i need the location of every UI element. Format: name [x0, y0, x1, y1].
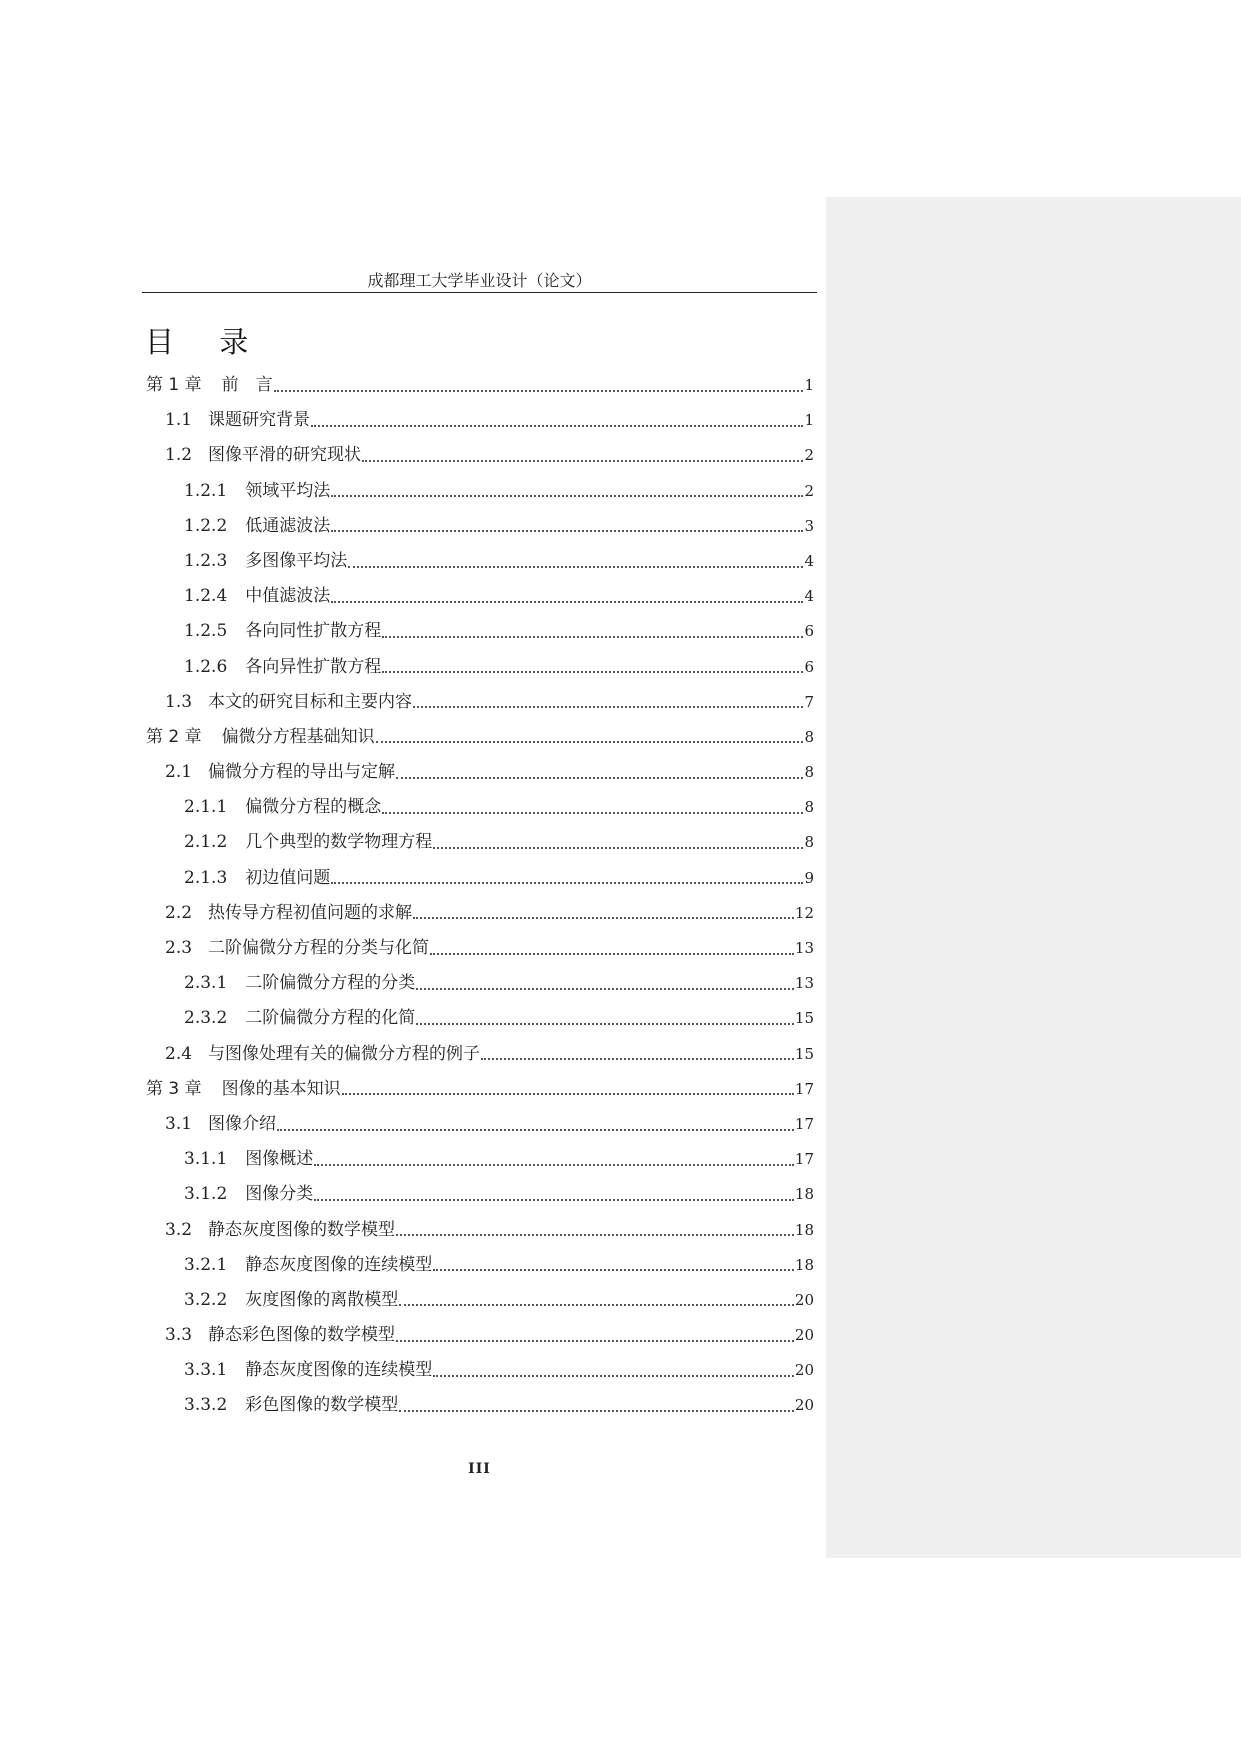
toc-entry-page: 4 [804, 551, 814, 570]
toc-entry-number: 3.3.1 [184, 1360, 228, 1381]
toc-entry-title: 二阶偏微分方程的化简 [245, 1008, 416, 1029]
page-header [142, 266, 817, 293]
toc-entry[interactable] [146, 1213, 814, 1248]
toc-entry-title: 与图像处理有关的偏微分方程的例子 [208, 1043, 481, 1064]
toc-entry[interactable] [146, 720, 814, 755]
toc-dot-leader [277, 1129, 794, 1131]
toc-entry-title: 低通滤波法 [245, 515, 331, 536]
toc-entry-page: 8 [804, 727, 814, 746]
toc-title: 目 录 [145, 325, 267, 359]
toc-dot-leader [376, 741, 804, 743]
toc-entry-number: 2.1.1 [184, 797, 228, 818]
toc-dot-leader [311, 425, 803, 427]
toc-dot-leader [433, 1269, 794, 1271]
header-title: 成都理工大学毕业设计（论文） [367, 271, 592, 290]
toc-entry-page: 1 [804, 376, 814, 394]
toc-entry[interactable] [146, 1001, 814, 1036]
toc-dot-leader [342, 1093, 794, 1095]
toc-entry[interactable] [146, 1388, 814, 1423]
toc-entry[interactable] [146, 1353, 814, 1388]
toc-dot-leader [362, 460, 803, 462]
toc-dot-leader [396, 1234, 794, 1236]
toc-entry-page: 6 [804, 657, 814, 676]
toc-entry[interactable] [146, 1318, 814, 1353]
toc-entry-number: 3.2.1 [184, 1254, 228, 1275]
toc-dot-leader [331, 530, 803, 532]
toc-entry[interactable] [146, 896, 814, 931]
toc-entry[interactable] [146, 509, 814, 544]
toc-dot-leader [314, 1199, 794, 1201]
toc-entry[interactable] [146, 368, 814, 403]
toc-entry-page: 3 [804, 516, 814, 535]
toc-entry-number: 2.1.3 [184, 867, 228, 888]
toc-entry-page: 18 [794, 1220, 814, 1239]
toc-entry-title: 初边值问题 [245, 867, 331, 888]
toc-entry-title: 前 言 [221, 375, 273, 395]
toc-entry-number: 2.2 [165, 902, 193, 923]
toc-entry-page: 15 [794, 1009, 814, 1028]
toc-entry-number: 2.1.2 [184, 832, 228, 853]
toc-entry[interactable] [146, 1283, 814, 1318]
toc-entry-title: 二阶偏微分方程的分类 [245, 973, 416, 994]
toc-dot-leader [331, 601, 803, 603]
toc-entry[interactable] [146, 1037, 814, 1072]
toc-entry-page: 6 [804, 622, 814, 641]
toc-dot-leader [416, 1023, 794, 1025]
toc-entry-number: 3.3.2 [184, 1395, 228, 1416]
toc-dot-leader [382, 671, 803, 673]
toc-entry[interactable] [146, 755, 814, 790]
toc-entry-title: 领域平均法 [245, 480, 331, 501]
toc-entry-page: 20 [794, 1290, 814, 1309]
toc-entry-title: 图像概述 [245, 1149, 314, 1170]
toc-entry[interactable] [146, 474, 814, 509]
toc-entry-page: 8 [804, 763, 814, 782]
toc-entry-title: 静态灰度图像的数学模型 [208, 1219, 396, 1240]
toc-entry-page: 13 [794, 974, 814, 993]
toc-entry-number: 1.2.2 [184, 515, 228, 536]
toc-entry-page: 9 [804, 868, 814, 887]
toc-dot-leader [396, 1340, 794, 1342]
toc-entry-title: 偏微分方程的导出与定解 [208, 762, 396, 783]
toc-dot-leader [481, 1058, 794, 1060]
toc-entry[interactable] [146, 1177, 814, 1212]
table-of-contents [146, 368, 814, 1424]
toc-entry[interactable] [146, 685, 814, 720]
toc-entry[interactable] [146, 1248, 814, 1283]
toc-entry-title: 彩色图像的数学模型 [245, 1395, 399, 1416]
toc-entry-title: 静态彩色图像的数学模型 [208, 1325, 396, 1346]
toc-dot-leader [331, 495, 803, 497]
toc-entry-title: 中值滤波法 [245, 586, 331, 607]
toc-entry-number: 1.2.6 [184, 656, 228, 677]
toc-entry-number: 第 1 章 [146, 375, 202, 395]
toc-entry[interactable] [146, 1072, 814, 1107]
toc-entry-title: 静态灰度图像的连续模型 [245, 1360, 433, 1381]
toc-entry-number: 第 2 章 [146, 726, 202, 747]
toc-entry-title: 图像平滑的研究现状 [208, 445, 362, 466]
toc-dot-leader [274, 390, 804, 392]
toc-entry[interactable] [146, 650, 814, 685]
toc-entry-number: 1.2.4 [184, 586, 228, 607]
toc-entry-title: 本文的研究目标和主要内容 [208, 691, 413, 712]
toc-entry[interactable] [146, 825, 814, 860]
toc-entry[interactable] [146, 1142, 814, 1177]
page-number: III [468, 1461, 491, 1477]
toc-entry[interactable] [146, 790, 814, 825]
toc-entry-number: 1.3 [165, 691, 193, 712]
toc-entry[interactable] [146, 966, 814, 1001]
toc-entry-number: 1.2.1 [184, 480, 228, 501]
toc-entry-page: 8 [804, 833, 814, 852]
toc-entry-number: 1.2 [165, 445, 193, 466]
toc-entry-title: 热传导方程初值问题的求解 [208, 902, 413, 923]
toc-dot-leader [433, 1375, 794, 1377]
toc-entry-number: 2.3 [165, 938, 193, 958]
toc-entry-number: 3.2 [165, 1219, 193, 1240]
toc-entry-title: 多图像平均法 [245, 550, 348, 571]
toc-entry-title: 图像分类 [245, 1184, 314, 1205]
toc-entry-title: 灰度图像的离散模型 [245, 1289, 399, 1310]
toc-entry-number: 3.2.2 [184, 1289, 228, 1310]
toc-entry-page: 4 [804, 587, 814, 606]
toc-entry-title: 图像介绍 [208, 1113, 277, 1134]
toc-entry-number: 第 3 章 [146, 1078, 202, 1099]
toc-dot-leader [314, 1164, 794, 1166]
toc-entry-page: 17 [794, 1114, 814, 1133]
toc-entry-page: 2 [804, 446, 814, 465]
toc-dot-leader [413, 917, 794, 919]
toc-entry-page: 17 [794, 1150, 814, 1169]
toc-entry[interactable] [146, 1107, 814, 1142]
toc-entry[interactable] [146, 544, 814, 579]
toc-entry-number: 1.2.5 [184, 621, 228, 642]
toc-entry-number: 1.1 [165, 410, 193, 431]
toc-entry-number: 3.3 [165, 1325, 193, 1346]
toc-dot-leader [382, 812, 803, 814]
toc-dot-leader [430, 953, 794, 955]
toc-entry-number: 3.1 [165, 1113, 193, 1134]
toc-entry-page: 12 [794, 903, 814, 922]
toc-entry-page: 2 [804, 481, 814, 500]
toc-dot-leader [399, 1304, 794, 1306]
toc-entry-number: 1.2.3 [184, 550, 228, 571]
toc-entry-page: 17 [794, 1079, 814, 1098]
toc-dot-leader [399, 1410, 794, 1412]
toc-entry-number: 2.4 [165, 1043, 193, 1064]
toc-entry[interactable] [146, 861, 814, 896]
toc-entry-page: 13 [794, 939, 814, 957]
toc-entry[interactable] [146, 579, 814, 614]
toc-entry-page: 20 [794, 1396, 814, 1415]
toc-entry[interactable] [146, 403, 814, 438]
toc-entry-page: 18 [794, 1255, 814, 1274]
toc-entry[interactable] [146, 614, 814, 649]
toc-dot-leader [416, 988, 794, 990]
toc-dot-leader [396, 777, 803, 779]
toc-dot-leader [433, 847, 803, 849]
toc-entry-title: 各向异性扩散方程 [245, 656, 382, 677]
toc-entry-title: 各向同性扩散方程 [245, 621, 382, 642]
toc-entry-title: 偏微分方程的概念 [245, 797, 382, 818]
toc-entry-page: 8 [804, 798, 814, 817]
toc-entry-page: 20 [794, 1361, 814, 1380]
toc-entry[interactable] [146, 438, 814, 473]
toc-entry-number: 3.1.2 [184, 1184, 228, 1205]
toc-entry-page: 18 [794, 1185, 814, 1204]
toc-entry-number: 2.1 [165, 762, 193, 783]
toc-entry-number: 2.3.1 [184, 973, 228, 994]
toc-entry-page: 7 [804, 692, 814, 711]
toc-dot-leader [331, 882, 803, 884]
toc-entry-number: 3.1.1 [184, 1149, 228, 1170]
toc-entry-page: 15 [794, 1044, 814, 1063]
toc-entry-title: 静态灰度图像的连续模型 [245, 1254, 433, 1275]
toc-entry-page: 1 [804, 411, 814, 430]
toc-entry-title: 图像的基本知识 [221, 1078, 341, 1099]
toc-entry-page: 20 [794, 1326, 814, 1345]
toc-dot-leader [348, 566, 803, 568]
toc-dot-leader [413, 706, 803, 708]
toc-entry-title: 课题研究背景 [208, 410, 311, 431]
comment-margin-panel [826, 197, 1241, 1558]
toc-entry-number: 2.3.2 [184, 1008, 228, 1029]
toc-entry-title: 偏微分方程基础知识 [221, 726, 375, 747]
toc-dot-leader [382, 636, 803, 638]
toc-entry-title: 几个典型的数学物理方程 [245, 832, 433, 853]
toc-entry[interactable] [146, 931, 814, 966]
toc-entry-title: 二阶偏微分方程的分类与化简 [208, 938, 430, 958]
